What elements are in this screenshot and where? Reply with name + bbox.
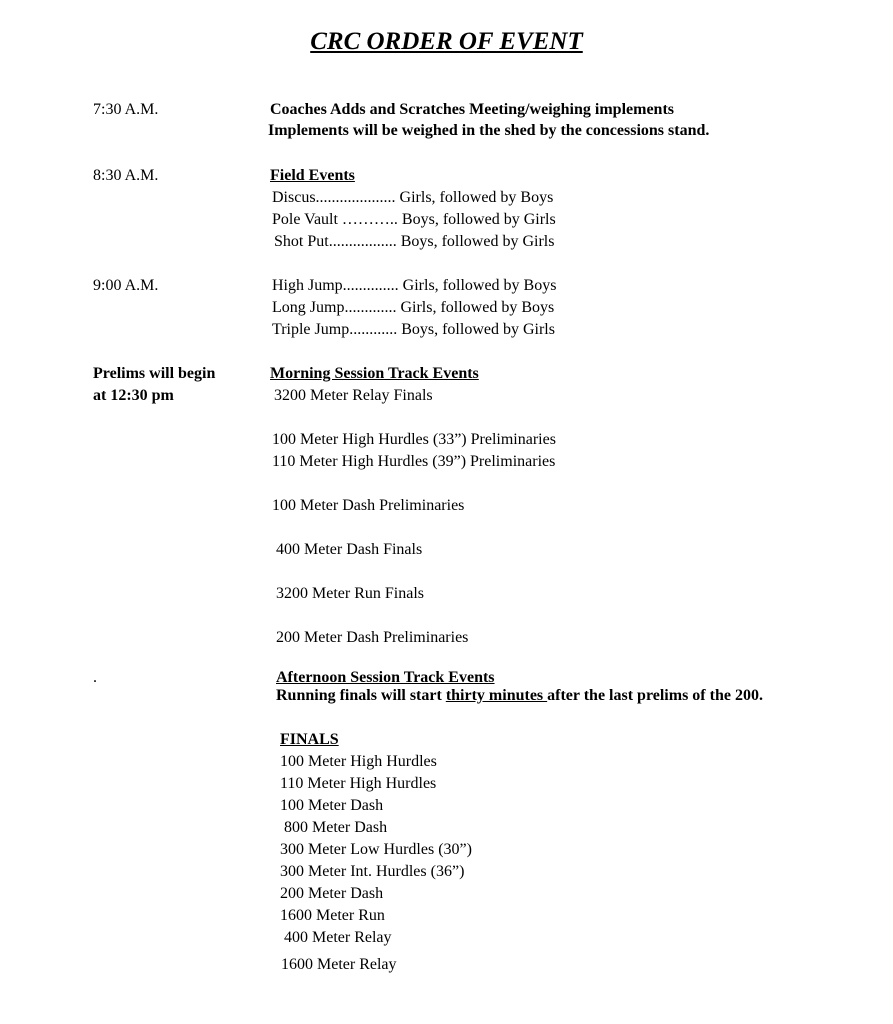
finals-event-row: 100 Meter High Hurdles bbox=[280, 753, 437, 770]
finals-event-row: 1600 Meter Run bbox=[280, 907, 385, 924]
morning-event-row: 100 Meter Dash Preliminaries bbox=[272, 497, 465, 514]
finals-event-row: 300 Meter Int. Hurdles (36”) bbox=[280, 863, 465, 880]
time-830: 8:30 A.M. bbox=[93, 167, 159, 184]
running-finals-note-part2: after the last prelims of the 200. bbox=[547, 687, 763, 704]
finals-event-row: 200 Meter Dash bbox=[280, 885, 384, 902]
finals-event-row: 400 Meter Relay bbox=[284, 929, 392, 946]
field-event-row: Discus.................... Girls, followed by Boys bbox=[272, 189, 554, 206]
field-event-row: Pole Vault ……….. Boys, followed by Girls bbox=[272, 211, 556, 228]
running-finals-note-part1: Running finals will start bbox=[276, 687, 446, 704]
jump-event-row: Triple Jump............ Boys, followed by Girls bbox=[272, 321, 555, 338]
morning-event-row: 110 Meter High Hurdles (39”) Preliminaries bbox=[272, 453, 556, 470]
jump-event-row: Long Jump............. Girls, followed by Boys bbox=[272, 299, 555, 316]
morning-event-row: 3200 Meter Run Finals bbox=[276, 585, 424, 602]
finals-event-row: 800 Meter Dash bbox=[284, 819, 388, 836]
afternoon-session-heading: Afternoon Session Track Events bbox=[276, 669, 495, 686]
morning-event-row: 400 Meter Dash Finals bbox=[276, 541, 423, 558]
time-730: 7:30 A.M. bbox=[93, 101, 159, 118]
page-title: CRC ORDER OF EVENT bbox=[310, 28, 583, 55]
morning-event-row: 100 Meter High Hurdles (33”) Preliminaries bbox=[272, 431, 556, 448]
finals-event-row: 110 Meter High Hurdles bbox=[280, 775, 437, 792]
prelims-note-line1: Prelims will begin bbox=[93, 365, 216, 382]
finals-event-row: 100 Meter Dash bbox=[280, 797, 384, 814]
running-finals-note-emphasis: thirty minutes bbox=[445, 687, 548, 704]
finals-event-row: 1600 Meter Relay bbox=[281, 956, 397, 973]
prelims-note-line2: at 12:30 pm bbox=[93, 387, 174, 404]
implements-line: Implements will be weighed in the shed by the concessions stand. bbox=[268, 122, 710, 139]
field-events-heading: Field Events bbox=[270, 167, 355, 184]
morning-session-heading: Morning Session Track Events bbox=[270, 365, 479, 382]
time-900: 9:00 A.M. bbox=[93, 277, 159, 294]
morning-event-row: 3200 Meter Relay Finals bbox=[274, 387, 433, 404]
finals-event-row: 300 Meter Low Hurdles (30”) bbox=[280, 841, 472, 858]
running-finals-note bbox=[276, 686, 763, 706]
meeting-line: Coaches Adds and Scratches Meeting/weighing implements bbox=[270, 101, 674, 118]
finals-heading: FINALS bbox=[280, 731, 339, 748]
stray-dot: . bbox=[93, 669, 97, 686]
field-event-row: Shot Put................. Boys, followed by Girls bbox=[274, 233, 555, 250]
morning-event-row: 200 Meter Dash Preliminaries bbox=[276, 629, 469, 646]
jump-event-row: High Jump.............. Girls, followed by Boys bbox=[272, 277, 557, 294]
